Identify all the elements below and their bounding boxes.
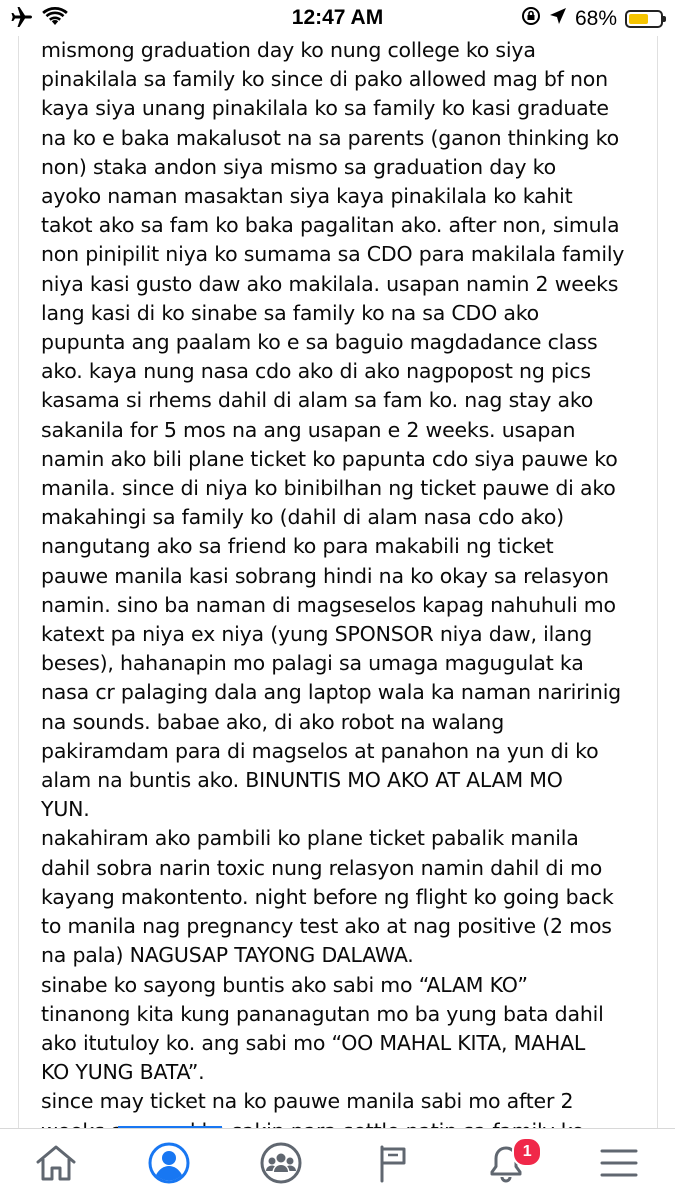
tab-groups[interactable]: [241, 1133, 321, 1197]
status-bar: [0, 0, 675, 36]
post-text-line: kaya siya unang pinakilala ko sa family ko kasi graduate: [41, 96, 609, 121]
bottom-tab-bar: [0, 1128, 675, 1201]
post-text-line: nangutang ako sa friend ko para makabili ng ticket: [41, 534, 554, 559]
post-text-line: niya kasi gusto daw ako makilala. usapan namin 2 weeks: [41, 271, 619, 296]
tab-profile[interactable]: [129, 1133, 209, 1197]
profile-icon: [147, 1141, 191, 1190]
post-text-line: dahil sobra narin toxic nung relasyon namin dahil di mo: [41, 855, 603, 880]
post-text-line: since may ticket na ko pauwe manila sabi mo after 2: [41, 1089, 574, 1114]
post-text-line: lang kasi di ko sinabe sa family ko na sa CDO ako: [41, 300, 540, 325]
post-text-line: ako. kaya nung nasa cdo ako di ako nagpopost ng pics: [41, 359, 591, 384]
post-text-line: non) staka andon siya mismo sa graduation day ko: [41, 154, 556, 179]
post-text-line: ako itutuloy ko. ang sabi mo “OO MAHAL KITA, MAHAL: [41, 1030, 586, 1055]
tab-home[interactable]: [16, 1133, 96, 1197]
battery-icon: [625, 10, 663, 28]
post-text-line: kayang makontento. night before ng flight ko going back: [41, 884, 614, 909]
post-text-line: beses), hahanapin mo palagi sa umaga magugulat ka: [41, 651, 584, 676]
battery-level: [629, 14, 648, 24]
notification-badge: 1: [512, 1137, 542, 1167]
home-icon: [34, 1143, 78, 1188]
post-text-line: na pala) NAGUSAP TAYONG DALAWA.: [41, 943, 414, 968]
post-text-line: YUN.: [41, 797, 90, 822]
location-arrow-icon: [549, 7, 567, 31]
status-right: [521, 6, 663, 32]
groups-icon: [259, 1141, 303, 1190]
post-text-line: sakanila for 5 mos na ang usapan e 2 weeks. usapan: [41, 417, 576, 442]
post-text-line: nasa cr palaging dala ang laptop wala ka naman naririnig: [41, 680, 621, 705]
status-time: 12:47 AM: [291, 6, 384, 29]
post-text-line: pupunta ang paalam ko e sa baguio magdadance class: [41, 330, 598, 355]
hamburger-menu-icon: [599, 1146, 639, 1185]
tab-pages[interactable]: [354, 1133, 434, 1197]
battery-percent: 68%: [574, 7, 617, 30]
post-text-line: na sounds. babae ako, di ako robot na walang: [41, 709, 505, 734]
post-text-line: na ko e baka makalusot na sa parents (ganon thinking ko: [41, 125, 619, 150]
post-content[interactable]: [18, 36, 658, 1128]
rotation-lock-icon: [521, 6, 541, 32]
post-text-line: kasama si rhems dahil di alam sa fam ko. nag stay ako: [41, 388, 594, 413]
post-text-line: namin ako bili plane ticket ko papunta cdo siya pauwe ko: [41, 446, 618, 471]
post-text-line: ayoko naman masaktan siya kaya pinakilala ko kahit: [41, 184, 573, 209]
post-text-line: KO YUNG BATA”.: [41, 1060, 205, 1085]
post-text-line: alam na buntis ako. BINUNTIS MO AKO AT ALAM MO: [41, 768, 563, 793]
post-text-line: nakahiram ako pambili ko plane ticket pabalik manila: [41, 826, 579, 851]
post-text-line: katext pa niya ex niya (yung SPONSOR niya daw, ilang: [41, 622, 593, 647]
post-text-line: makahingi sa family ko (dahil di alam nasa cdo ako): [41, 505, 564, 530]
post-text-line: namin. sino ba naman di magseselos kapag nahuhuli mo: [41, 592, 616, 617]
flag-icon: [374, 1143, 414, 1188]
post-text-line: tinanong kita kung pananagutan mo ba yung bata dahil: [41, 1001, 604, 1026]
post-text-line: takot ako sa fam ko baka pagalitan ako. after non, simula: [41, 213, 620, 238]
post-text-line: manila. since di niya ko binibilhan ng ticket pauwe di ako: [41, 476, 616, 501]
post-text: [19, 36, 653, 1146]
post-text-line: non pinipilit niya ko sumama sa CDO para makilala family: [41, 242, 625, 267]
tab-menu[interactable]: [579, 1133, 659, 1197]
post-text-line: pakiramdam para di magselos at panahon na yun di ko: [41, 738, 599, 763]
post-text-line: to manila nag pregnancy test ako at nag positive (2 mos: [41, 914, 612, 939]
post-text-line: sinabe ko sayong buntis ako sabi mo “ALAM KO”: [41, 972, 528, 997]
post-text-line: pinakilala sa family ko since di pako allowed mag bf non: [41, 67, 608, 92]
post-text-line: pauwe manila kasi sobrang hindi na ko okay sa relasyon: [41, 563, 609, 588]
tab-notifications[interactable]: [466, 1133, 546, 1197]
post-text-line: mismong graduation day ko nung college ko siya: [41, 38, 536, 62]
